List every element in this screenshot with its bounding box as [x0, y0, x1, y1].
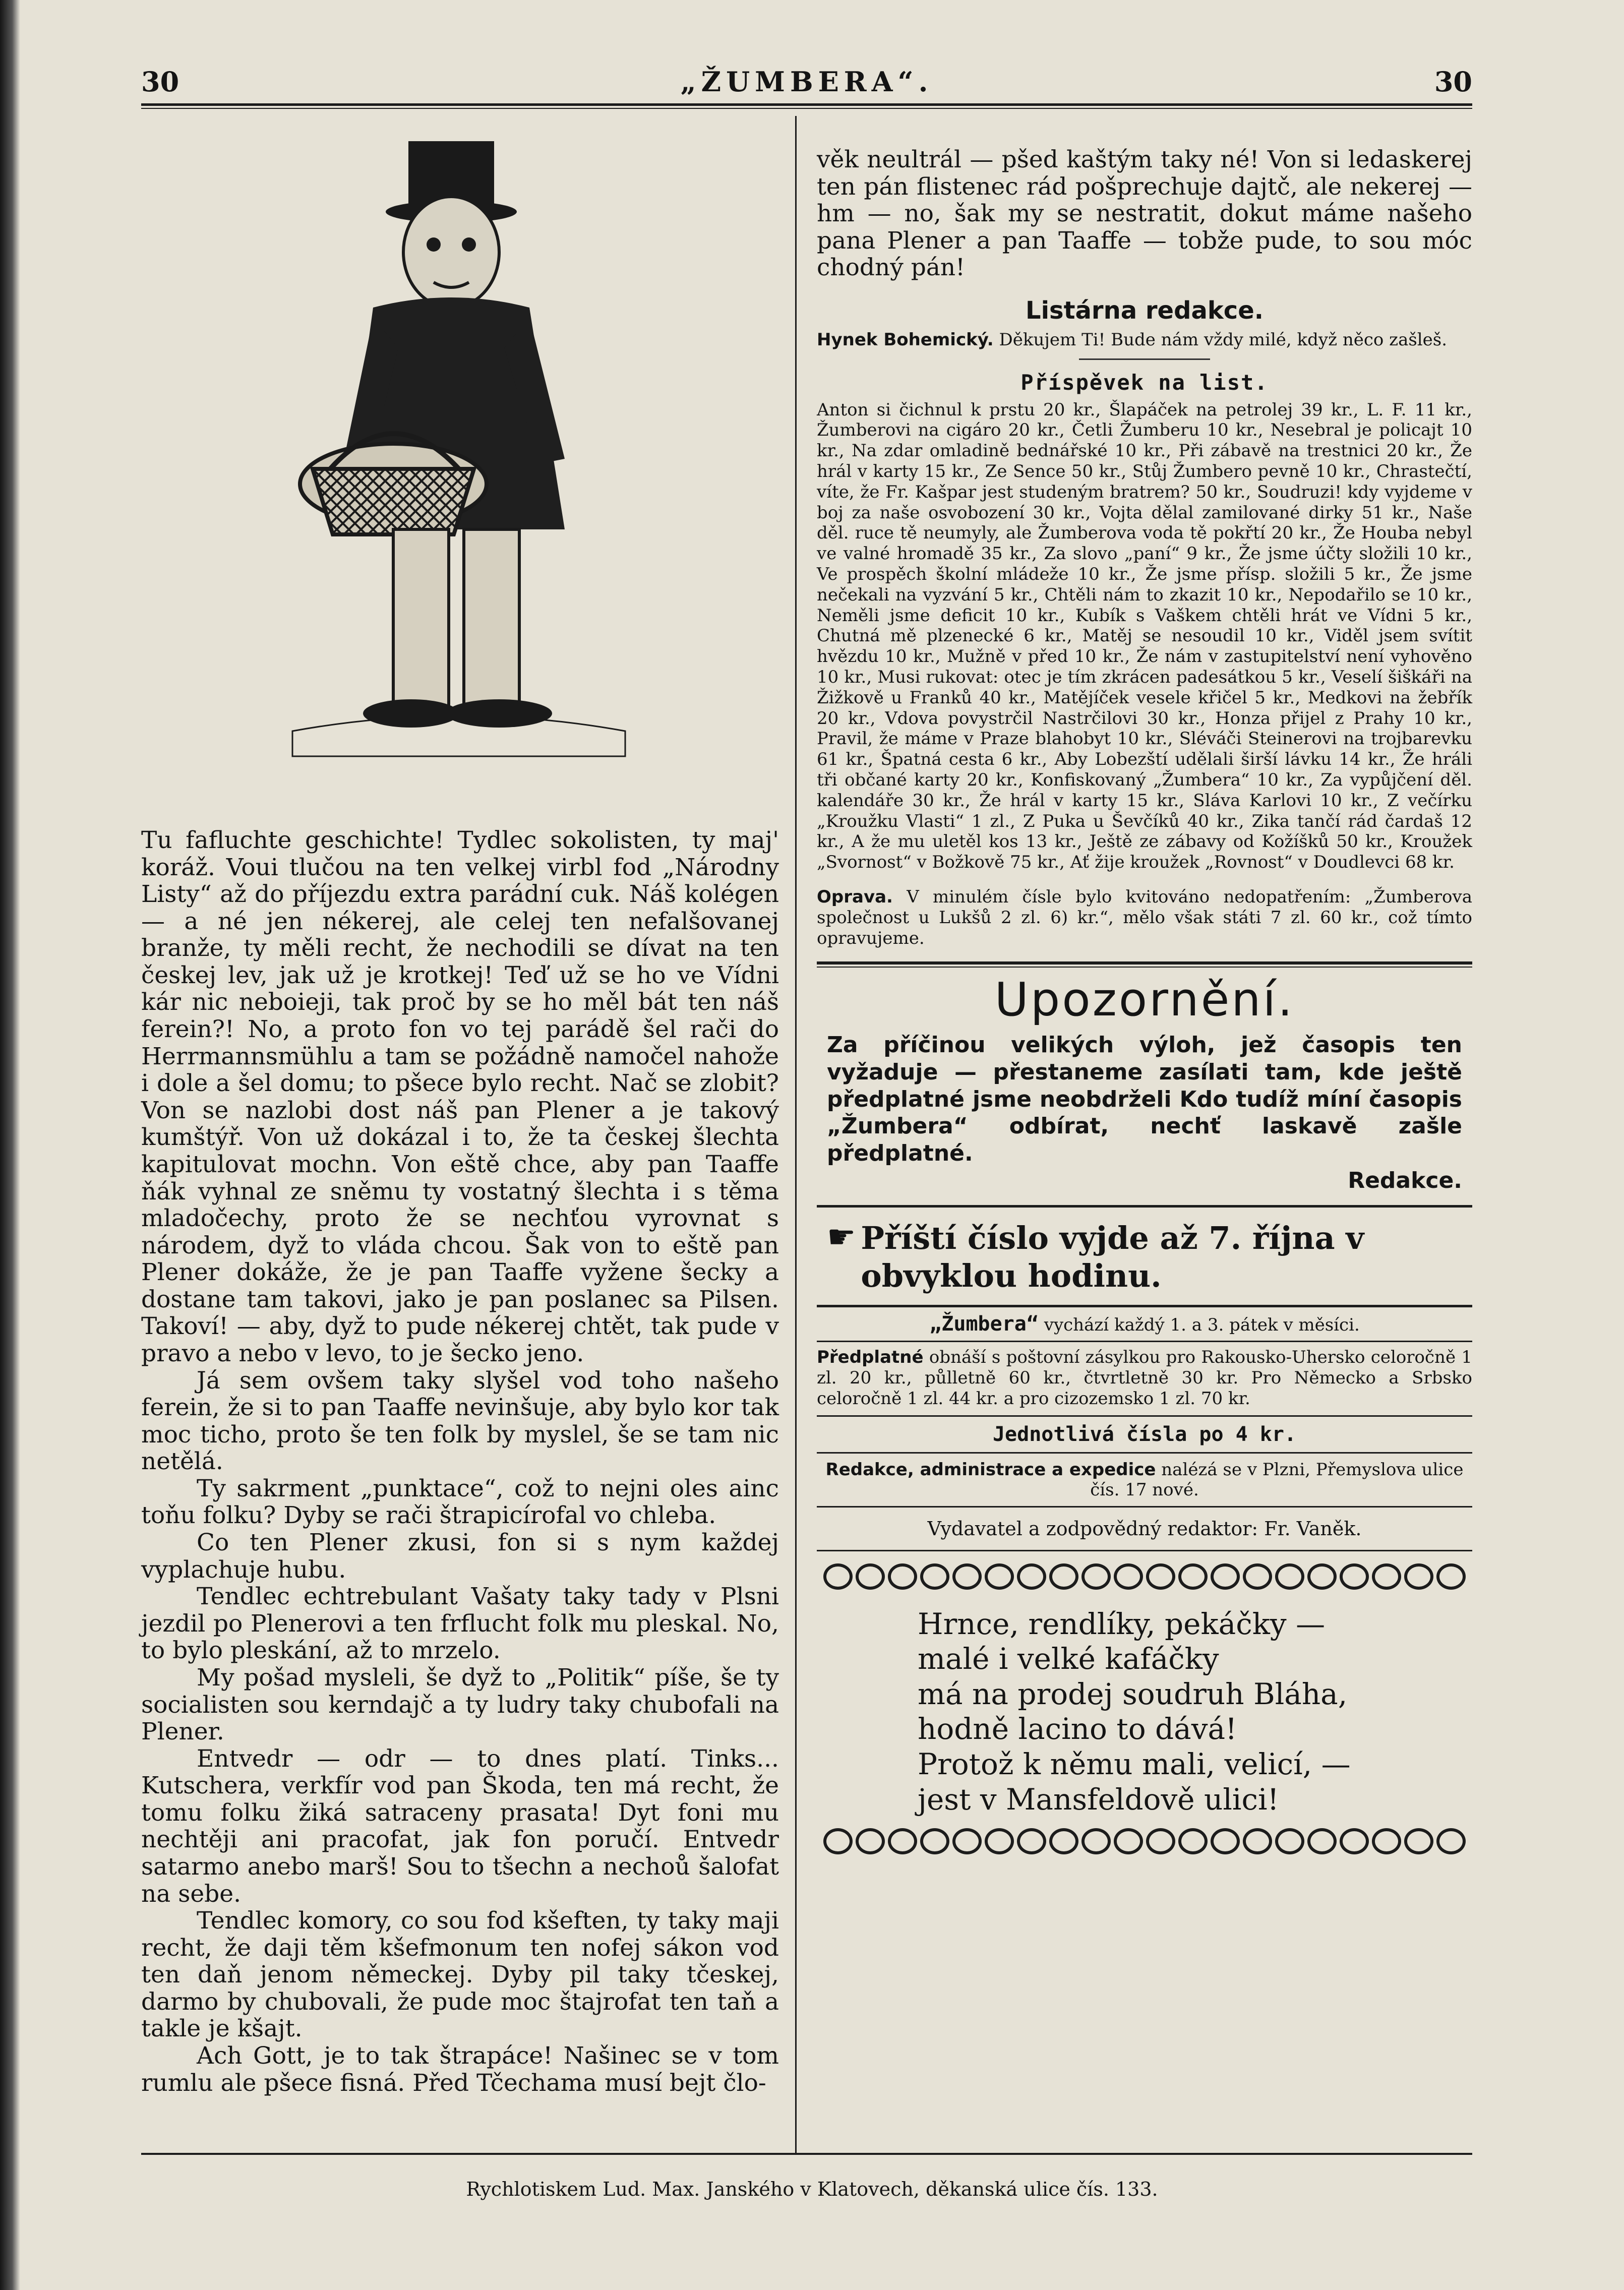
notice-text: Za příčinou velikých výloh, jež časopis ten vyžaduje — přestaneme zasílati tam, kde ještě předplatné jsme neobdrželi Kdo tudíž míní časopis „Žumbera“ odbírat, nechť laskavě zašle předplatné. [827, 1032, 1462, 1167]
correction-text: V minulém čísle bylo kvitováno nedopatřením: „Žumberova společnost u Lukšů 2 zl. 6) kr.“, mělo však státi 7 zl. 60 kr., což tímto opravujeme. [817, 887, 1472, 948]
paragraph: Já sem ovšem taky slyšel vod toho našeho ferein, že si to pan Taaffe nevinšuje, aby bylo kor tak moc ticho, proto še ten folk by myslel, še se tam nic netělá. [141, 1366, 779, 1476]
paragraph: Entvedr — odr — to dnes platí. Tinks... Kutschera, verkfír vod pan Škoda, ten má recht, že tomu folku žiká satraceny prasata! Dyt foni mu nechtěji ani pracofat, jak fon poručí. Entvedr satarmo anebo marš! Sou to tšechn a nechoů šalofat na sebe. [141, 1744, 779, 1908]
publication-name: „Žumbera“ [929, 1312, 1039, 1336]
paragraph: Tu fafluchte geschichte! Tydlec sokolisten, ty maj' koráž. Voui tlučou na ten velkej virbl fod „Národny Listy“ až do příjezdu extra parádní cuk. Náš kolégen — a né jen nékerej, ale celej ten nefalšovanej branže, ty měli recht, že nechodili se dívat na ten českej lev, jak už je krotkej! Teď už se ho ve Vídni kár nic neboieji, tak proč by se ho měl bát ten náš ferein?! No, a proto fon vo tej parádě šel rači do Herrmannsmühlu a tam se požádně namočel nahože i dole a šel domu; to pšece bylo recht. Nač se zlobit? Von se nazlobi dost náš pan Plener a je takový kumštýř. Von už dokázal i to, že ta českej šlechta kapitulovat mochn. Von eště chce, aby pan Taaffe ňák vyhnal ze sněmu ty vostatný šlechta i s těma mladočechy, proto že se nechťou vyrovnat s národem, dyž to vláda chcou. Šak von to eště pan Plener dokáže, že je pan Taaffe vyžene šecky a dostane tam takovi, jako je pan poslanec sa Pilsen. Takoví! — aby, dyž to pude nékerej chtět, tak pude v pravo a nebo v levo, to je šecko jeno. [141, 826, 779, 1367]
listarna-text: Děkujem Ti! Bude nám vždy milé, když něco zašleš. [999, 329, 1448, 350]
ornamental-border-bottom [817, 1826, 1472, 1856]
section-rule [817, 1205, 1472, 1208]
left-column-text [141, 827, 779, 2096]
section-rule [817, 1452, 1472, 1454]
ad-line: Hrnce, rendlíky, pekáčky — [918, 1606, 1326, 1641]
page-header [141, 61, 1472, 106]
printer-imprint: Rychlotiskem Lud. Max. Janského v Klatovech, děkanská ulice čís. 133. [466, 2178, 1158, 2200]
advertisement-text [918, 1607, 1472, 1818]
ornamental-border-top [817, 1561, 1472, 1592]
subscription-text: obnáší s poštovní zásylkou pro Rakousko-Uhersko celoročně 1 zl. 20 kr., půlletně 60 kr., čtvrtletně 30 kr. Pro Německo a Srbsko celoročně 1 zl. 44 kr. a pro cizozemsko 1 zl. 70 kr. [817, 1347, 1472, 1409]
section-rule [817, 1415, 1472, 1417]
correction-label: Oprava. [817, 887, 893, 908]
right-column [817, 146, 1472, 1856]
continued-paragraph: věk neultrál — pšed kaštým taky né! Von si ledaskerej ten pán flistenec rád pošprechuje dajtč, ale nekerej — hm — no, šak my se nestratit, dokut máme našeho pana Plener a pan Taaffe — tobže pude, to sou móc chodný pán! [817, 146, 1472, 282]
ad-line: má na prodej soudruh Bláha, [918, 1676, 1348, 1711]
subscription-label: Předplatné [817, 1347, 924, 1368]
contributions-list: Anton si čichnul k prstu 20 kr., Šlapáček na petrolej 39 kr., L. F. 11 kr., Žumberovi na cigáro 20 kr., Četli Žumberu 10 kr., Nesebral je policajt 10 kr., Na zdar omladině bednářské 10 kr., Při zábavě na trestnici 20 kr., Že hrál v karty 15 kr., Ze Sence 50 kr., Stůj Žumbero pevně 10 kr., Chrastečtí, víte, že Fr. Kašpar jest studeným bratrem? 50 kr., Soudruzi! kdy vyjdeme v boj za naše osvobození 30 kr., Vojta dělal zamilované dirky 51 kr., Naše děl. ruce tě neumyly, ale Žumberova voda tě pokřtí 20 kr., Že Houba nebyl ve valné hromadě 35 kr., Za slovo „paní“ 9 kr., Že jsme účty složili 10 kr., Ve prospěch školní mládeže 10 kr., Že jsme přísp. složili 5 kr., Že jsme nečekali na vyzvání 5 kr., Chtěli nám to zkazit 10 kr., Nepodařilo se 10 kr., Neměli jsme deficit 10 kr., Kubík s Vaškem chtěli hrát ve Vídni 5 kr., Chutná mě plzenecké 6 kr., Matěj se nesoudil 10 kr., Viděl jsem svítit hvězdu 10 kr., Mužně v před 10 kr., Že nám v zastupitelství není vyhověno 10 kr., Musi rukovat: otec je tím zkrácen padesátkou 5 kr., Veselí šiškáři na Žižkově u Franků 40 kr., Matějíček vesele křičel 5 kr., Medkovi na žebřík 20 kr., Vdova povystrčil Nastrčilovi 30 kr., Honza přijel z Prahy 10 kr., Pravil, že máme v Praze blahobyt 10 kr., Sléváči Steinerovi na trojbarevku 61 kr., Špatná cesta 6 kr., Aby Lobezští udělali širší lávku 14 kr., Že hráli tři občané karty 20 kr., Konfiskovaný „Žumbera“ 10 kr., Za vypůjčení děl. kalendáře 30 kr., Že hrál v karty 15 kr., Sláva Karlovi 10 kr., Z večírku „Kroužku Vlasti“ 1 zl., Z Puka u Ševčíků 40 kr., Zika tančí rád čardaš 12 kr., A že mu uletěl kos 13 kr., Ještě ze zábavy od Kožíšků 50 kr., Kroužek „Svornost“ v Božkově 75 kr., Ať žije kroužek „Rovnost“ v Doudlevci 68 kr. [817, 399, 1472, 873]
office-text: nalézá se v Plzni, Přemyslova ulice čís. 17 nové. [1090, 1459, 1464, 1500]
notice-signature: Redakce. [1348, 1167, 1462, 1193]
section-rule [817, 1550, 1472, 1551]
publication-frequency-text: vychází každý 1. a 3. pátek v měsíci. [1044, 1315, 1360, 1336]
ad-line: Protož k němu mali, velicí, — [918, 1746, 1351, 1781]
page-number-right: 30 [1434, 66, 1472, 98]
advertisement [817, 1561, 1472, 1856]
paragraph: Ach Gott, je to tak štrapáce! Našinec se v tom rumlu ale pšece fisná. Před Tčechama musí bejt člo- [141, 2042, 779, 2097]
masthead-title: „ŽUMBERA“. [680, 66, 933, 98]
next-issue-text: Příští číslo vyjde až 7. října v obvyklou hodinu. [861, 1220, 1364, 1294]
listarna-entry [817, 330, 1472, 350]
section-rule [817, 1506, 1472, 1508]
correction-note [817, 887, 1472, 948]
ad-line: malé i velké kafáčky [918, 1642, 1219, 1676]
next-issue-notice [817, 1220, 1472, 1295]
section-divider [1079, 358, 1210, 360]
footer-rule [141, 2153, 1472, 2155]
paragraph: Tendlec echtrebulant Vašaty taky tady v Plsni jezdil po Plenerovi a ten frflucht folk mu pleskal. No, to bylo pleskání, až to mrzelo. [141, 1583, 779, 1665]
section-rule [817, 961, 1472, 965]
man-with-basket-illustration [282, 136, 635, 792]
section-rule [817, 1341, 1472, 1342]
page-number-left: 30 [141, 66, 179, 98]
section-rule [817, 1305, 1472, 1307]
single-issue-price: Jednotlivá čísla po 4 kr. [992, 1422, 1297, 1446]
column-divider [795, 116, 797, 2153]
header-rule-thin [141, 108, 1472, 109]
section-rule-thin [817, 967, 1472, 968]
notice-heading: Upozornění. [994, 973, 1295, 1027]
paragraph: Tendlec komory, co sou fod kšeften, ty taky maji recht, že daji těm kšefmonum ten nofej sákon vod ten daň jenom německej. Dyby pil taky tčeskej, darmo by chubovali, že pude moc štajrofat ten taň a takle je kšajt. [141, 1907, 779, 2043]
paragraph: My pošad mysleli, še dyž to „Politik“ píše, še ty socialisten sou kerndajč a ty ludry taky chubofali na Plener. [141, 1663, 779, 1746]
ad-line: hodně lacino to dává! [918, 1712, 1237, 1746]
paragraph: Ty sakrment „punktace“, což to nejni oles ainc toňu folku? Dyby se rači štrapicírofal vo chleba. [141, 1474, 779, 1530]
office-address [817, 1460, 1472, 1500]
listarna-name: Hynek Bohemický. [817, 329, 994, 350]
subscription-info [817, 1347, 1472, 1409]
ad-line: jest v Mansfeldově ulici! [918, 1782, 1279, 1817]
publisher-line: Vydavatel a zodpovědný redaktor: Fr. Vaněk. [927, 1517, 1362, 1540]
listarna-heading: Listárna redakce. [1025, 296, 1264, 325]
header-rule [141, 103, 1472, 106]
pointing-hand-icon: ☛ [827, 1219, 856, 1256]
publication-frequency [817, 1312, 1472, 1336]
paragraph: Co ten Plener zkusi, fon si s nym každej vyplachuje hubu. [141, 1529, 779, 1584]
contributions-heading: Příspěvek na list. [1020, 370, 1269, 395]
office-label: Redakce, administrace a expedice [825, 1459, 1156, 1480]
